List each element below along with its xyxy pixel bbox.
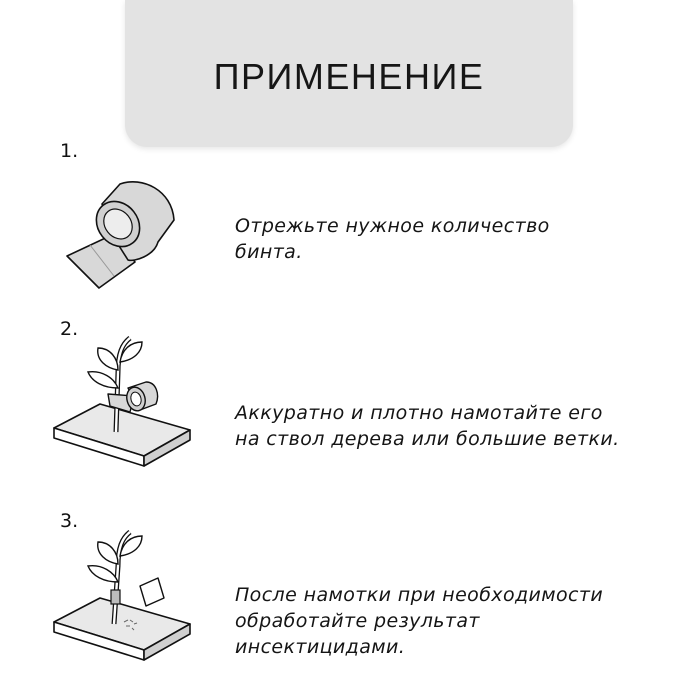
step-2-line-2: на ствол дерева или большие ветки. [235,428,620,450]
step-2-number: 2. [60,318,79,340]
step-3-number: 3. [60,510,79,532]
step-1-text [235,213,550,265]
step-3-line-2: обработайте результат [235,610,480,632]
step-2-text [235,400,620,452]
step-2-line-1: Аккуратно и плотно намотайте его [235,402,603,424]
step-3-text [235,582,603,660]
step-3-line-3: инсектицидами. [235,636,406,658]
bandage-roll-icon [62,176,182,294]
step-1-number: 1. [60,140,79,162]
step-3-line-1: После намотки при необходимости [235,584,604,606]
page-title: ПРИМЕНЕНИЕ [213,56,485,97]
seedling-spray-icon [50,528,200,668]
seedling-wrap-icon [50,332,200,472]
step-1-line-2: бинта. [235,241,303,263]
header-banner [125,0,573,147]
step-1-line-1: Отрежьте нужное количество [235,215,550,237]
